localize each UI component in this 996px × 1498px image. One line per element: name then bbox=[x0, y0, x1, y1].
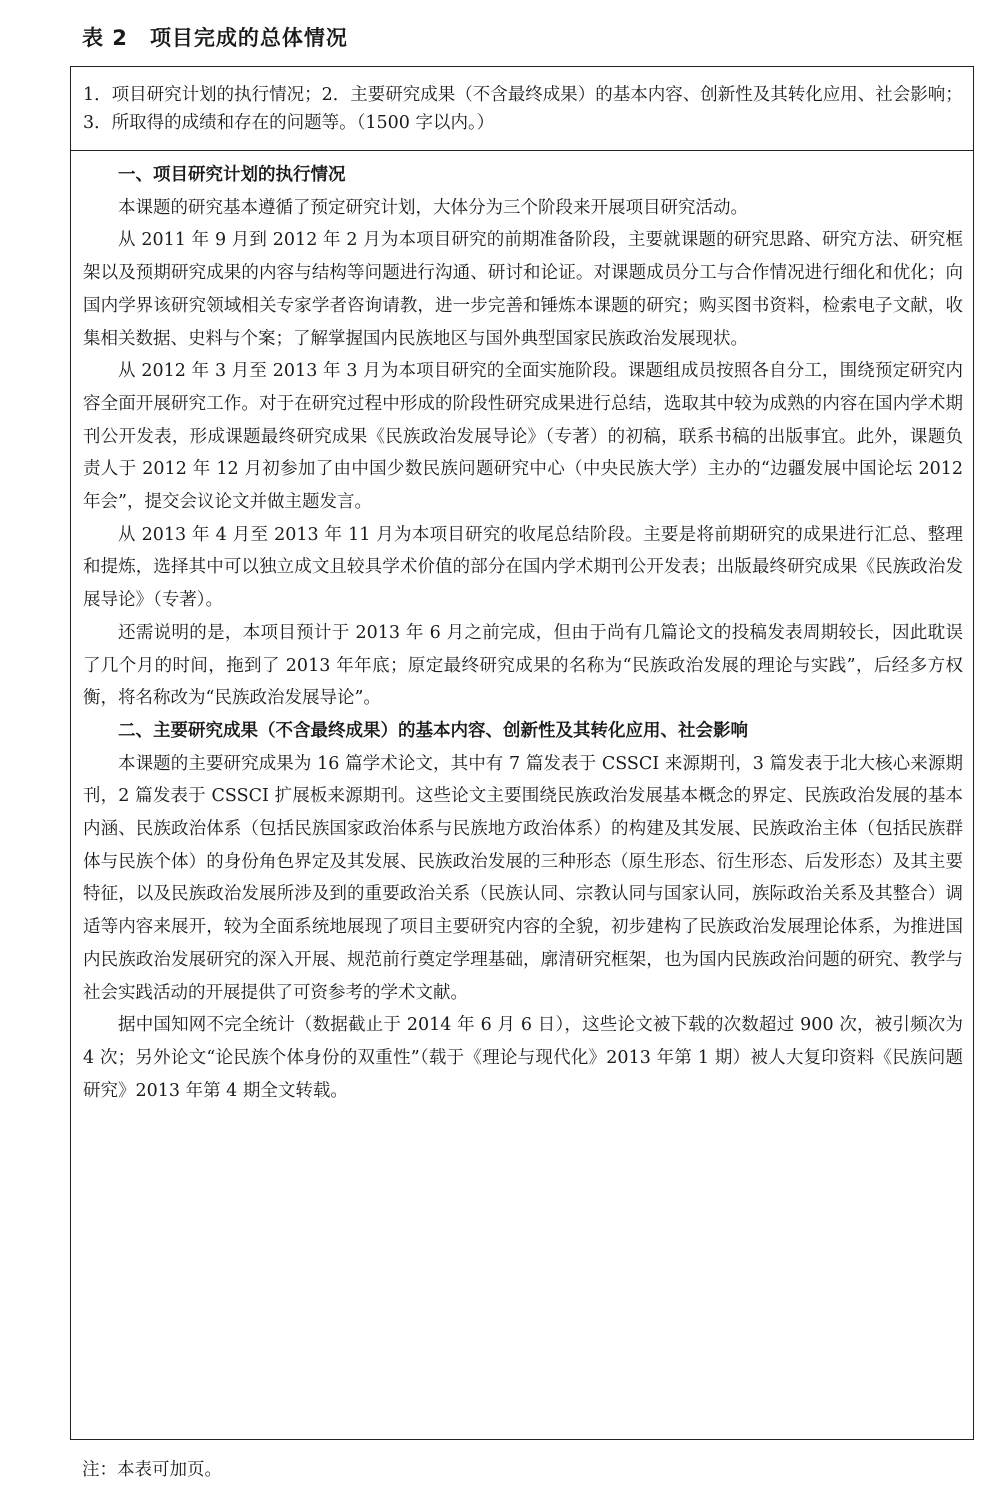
paragraph: 从 2011 年 9 月到 2012 年 2 月为本项目研究的前期准备阶段，主要就课题的研究思路、研究方法、研究框架以及预期研究成果的内容与结构等问题进行沟通、研讨和论证。对课题成员分工与合作情况进行细化和优化；向国内学界该研究领域相关专家学者咨询请教，进一步完善和锤炼本课题的研究；购买图书资料，检索电子文献，收集相关数据、史料与个案；了解掌握国内民族地区与国外典型国家民族政治发展现状。 bbox=[83, 230, 963, 349]
paragraph: 本课题的研究基本遵循了预定研究计划，大体分为三个阶段来开展项目研究活动。 bbox=[118, 197, 748, 218]
table-title-text: 项目完成的总体情况 bbox=[149, 26, 348, 50]
paragraph: 从 2013 年 4 月至 2013 年 11 月为本项目研究的收尾总结阶段。主要是将前期研究的成果进行汇总、整理和提炼，选择其中可以独立成文且较具学术价值的部分在国内学术期刊公开发表；出版最终研究成果《民族政治发展导论》（专著）。 bbox=[83, 524, 963, 611]
paragraph: 还需说明的是，本项目预计于 2013 年 6 月之前完成，但由于尚有几篇论文的投稿发表周期较长，因此耽误了几个月的时间，拖到了 2013 年年底；原定最终研究成果的名称为“民族政治发展的理论与实践”，后经多方权衡，将名称改为“民族政治发展导论”。 bbox=[83, 622, 963, 709]
table-title bbox=[82, 22, 348, 52]
table-body bbox=[71, 151, 973, 1107]
footnote: 注：本表可加页。 bbox=[82, 1460, 222, 1480]
section-heading: 一、项目研究计划的执行情况 bbox=[118, 165, 346, 185]
section-heading: 二、主要研究成果（不含最终成果）的基本内容、创新性及其转化应用、社会影响 bbox=[118, 720, 748, 741]
summary-table bbox=[70, 66, 974, 1440]
table-instruction: 1．项目研究计划的执行情况；2．主要研究成果（不含最终成果）的基本内容、创新性及其转化应用、社会影响；3．所取得的成绩和存在的问题等。（1500 字以内。） bbox=[71, 67, 973, 151]
table-number: 表 2 bbox=[82, 26, 128, 50]
paragraph: 本课题的主要研究成果为 16 篇学术论文，其中有 7 篇发表于 CSSCI 来源期刊，3 篇发表于北大核心来源期刊，2 篇发表于 CSSCI 扩展板来源期刊。这些论文主要围绕民族政治发展基本概念的界定、民族政治发展的基本内涵、民族政治体系（包括民族国家政治体系与民族地方政治体系）的构建及其发展、民族政治主体（包括民族群体与民族个体）的身份角色界定及其发展、民族政治发展的三种形态（原生形态、衍生形态、后发形态）及其主要特征，以及民族政治发展所涉及到的重要政治关系（民族认同、宗教认同与国家认同，族际政治关系及其整合）调适等内容来展开，较为全面系统地展现了项目主要研究内容的全貌，初步建构了民族政治发展理论体系，为推进国内民族政治发展研究的深入开展、规范前行奠定学理基础，廓清研究框架，也为国内民族政治问题的研究、教学与社会实践活动的开展提供了可资参考的学术文献。 bbox=[83, 753, 963, 1003]
paragraph: 从 2012 年 3 月至 2013 年 3 月为本项目研究的全面实施阶段。课题组成员按照各自分工，围绕预定研究内容全面开展研究工作。对于在研究过程中形成的阶段性研究成果进行总结，选取其中较为成熟的内容在国内学术期刊公开发表，形成课题最终研究成果《民族政治发展导论》（专著）的初稿，联系书稿的出版事宜。此外，课题负责人于 2012 年 12 月初参加了由中国少数民族问题研究中心（中央民族大学）主办的“边疆发展中国论坛 2012 年会”，提交会议论文并做主题发言。 bbox=[83, 361, 963, 513]
paragraph: 据中国知网不完全统计（数据截止于 2014 年 6 月 6 日），这些论文被下载的次数超过 900 次，被引频次为 4 次；另外论文“论民族个体身份的双重性”（载于《理论与现代化》2013 年第 1 期）被人大复印资料《民族问题研究》2013 年第 4 期全文转载。 bbox=[83, 1015, 963, 1101]
